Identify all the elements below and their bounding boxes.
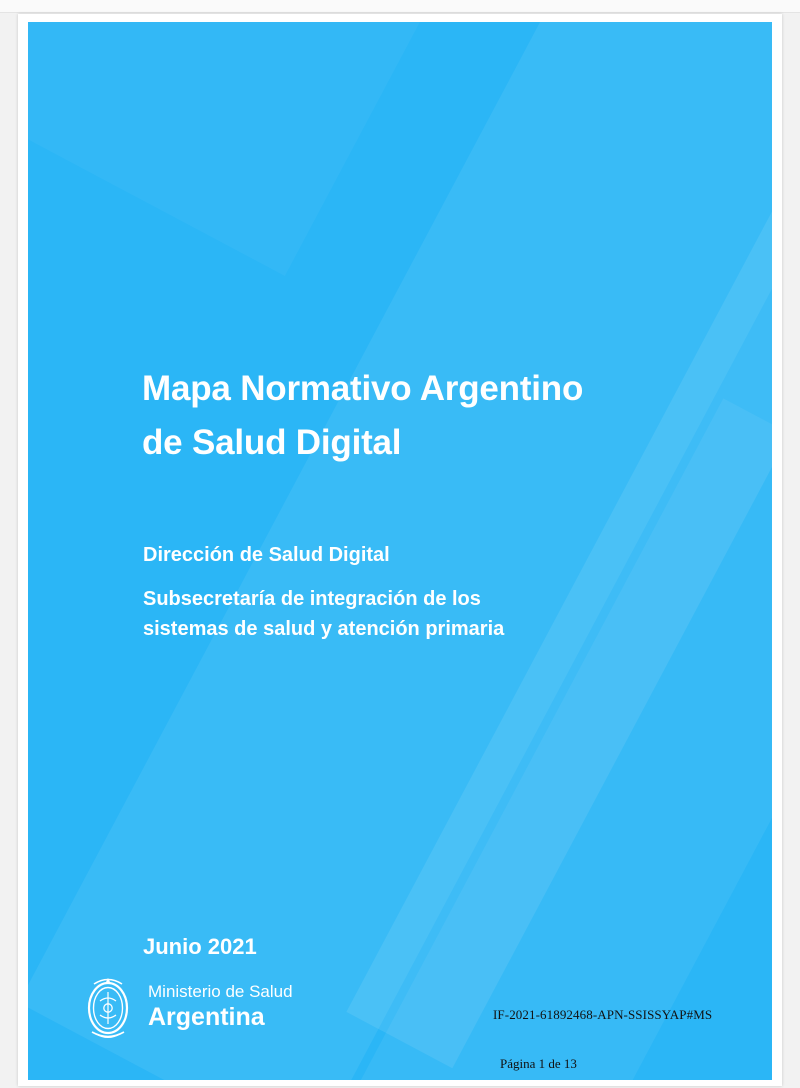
ministry-logo [80,970,293,1042]
viewer-top-band [0,0,800,13]
country-name: Argentina [148,1002,265,1031]
gde-page-number: Página 1 de 13 [500,1056,577,1071]
document-title-line-2: de Salud Digital [142,423,402,463]
document-page [18,14,782,1086]
document-subtitle [143,540,713,644]
ministry-logo-text [148,983,293,1030]
ministry-name: Ministerio de Salud [148,981,293,1001]
document-title [142,362,702,471]
document-title-line-1: Mapa Normativo Argentino [142,369,584,408]
gde-document-code: IF-2021-61892468-APN-SSISSYAP#MS [493,1007,713,1022]
cover-background [28,22,772,1080]
subtitle-direction: Dirección de Salud Digital [143,544,390,566]
subtitle-subsecretariat-line-1: Subsecretaría de integración de los [143,588,481,610]
document-date: Junio 2021 [143,934,257,959]
argentina-national-crest-icon [80,970,136,1042]
subtitle-subsecretariat-line-2: sistemas de salud y atención primaria [143,618,505,640]
